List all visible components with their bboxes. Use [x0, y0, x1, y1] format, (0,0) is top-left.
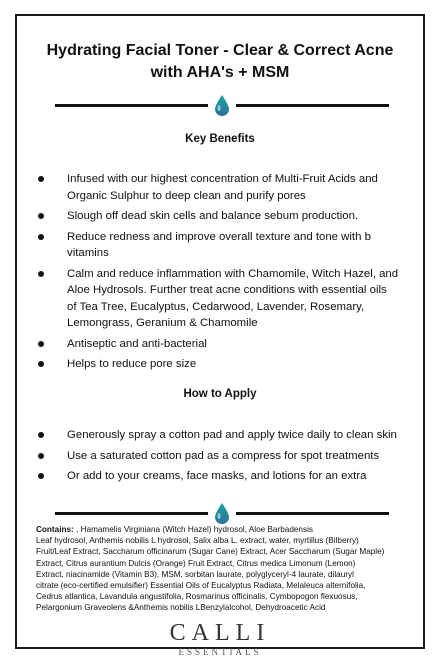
- ingredients-text: [36, 524, 416, 614]
- how-to-apply-heading: How to Apply: [183, 388, 257, 400]
- apply-step: [17, 427, 407, 444]
- ingredients-line: citrate (eco-certified emulsifier) Essential Oils of Eucalyptus Radiata, Melaleuca alternifolia,: [36, 581, 366, 591]
- brand-tagline: ESSENTIALS: [178, 647, 262, 657]
- apply-step: [17, 468, 407, 485]
- water-drop-icon: [214, 502, 230, 524]
- apply-step: [17, 448, 407, 465]
- bullet-line: vitamins: [67, 247, 109, 259]
- bullet-line: Aloe Hydrosols. Further treat acne conditions with essential oils: [67, 284, 387, 296]
- key-benefits-heading: Key Benefits: [185, 133, 255, 145]
- bullet-dot: [38, 361, 44, 367]
- benefit-item: [17, 266, 407, 332]
- ingredients-line: Extract, Citrus aurantium Dulcis (Orange) Fruit Extract, Citrus medica Limonum (Lemon): [36, 558, 356, 568]
- bullet-dot: [38, 432, 44, 438]
- benefit-item: [17, 208, 407, 225]
- bullet-line: Antiseptic and anti-bacterial: [67, 337, 207, 350]
- bullet-dot: [38, 341, 44, 347]
- bullet-line: Lemongrass, Geranium & Chamomile: [67, 317, 258, 329]
- benefit-item: [17, 336, 407, 353]
- bullet-line: Or add to your creams, face masks, and lotions for an extra: [67, 470, 367, 482]
- bullet-dot: [38, 271, 44, 277]
- bullet-line: Reduce redness and improve overall texture and tone with b: [67, 230, 371, 243]
- bullet-line: Helps to reduce pore size: [67, 358, 197, 370]
- ingredients-line: , Hamamelis Virginiana (Witch Hazel) hydrosol, Aloe Barbadensis: [76, 525, 313, 534]
- key-benefits-list: [17, 171, 407, 377]
- bullet-dot: [38, 176, 44, 182]
- ingredients-line: Fruit/Leaf Extract, Saccharum officinarum (Sugar Cane) Extract, Acer Saccharum (Sugar Maple): [36, 547, 385, 557]
- bullet-dot: [38, 213, 44, 219]
- bullet-line: Organic Sulphur to deep clean and purify pores: [67, 189, 306, 202]
- benefit-item: [17, 229, 407, 262]
- ingredients-line: Extract, niacinamide (Vitamin B3), MSM, sorbitan laurate, polyglyceryl-4 laurate, dilauryl: [36, 569, 354, 579]
- ingredients-line: Cedrus atlantica, Lavandula angustifolia, Rosmarinus officinalis, Cymbopogon flexuosus,: [36, 592, 358, 602]
- ingredients-line: Pelargonium Graveolens &Anthemis nobilis LBenzylalcohol, Dehydroacetic Acid: [36, 603, 326, 613]
- brand-logo: CALLI: [169, 620, 271, 646]
- bottom-divider: [55, 502, 389, 526]
- bullet-line: Use a saturated cotton pad as a compress for spot treatments: [67, 449, 380, 462]
- how-to-apply-list: [17, 427, 407, 489]
- product-card: [15, 14, 425, 657]
- top-divider: [55, 94, 389, 118]
- bullet-line: of Tea Tree, Eucalyptus, Cedarwood, Lavender, Rosemary,: [67, 300, 365, 313]
- bullet-line: Calm and reduce inflammation with Chamomile, Witch Hazel, and: [67, 267, 399, 280]
- bullet-dot: [38, 234, 44, 240]
- bullet-line: Slough off dead skin cells and balance sebum production.: [67, 210, 359, 222]
- ingredients-label: Contains:: [36, 525, 74, 534]
- benefit-item: [17, 356, 407, 373]
- ingredients-line: Leaf hydrosol, Anthemis nobilis L hydrosol, Salix alba L. extract, water, myrtillus (Bilberry): [36, 536, 359, 546]
- title-line-1: Hydrating Facial Toner - Clear & Correct Acne: [46, 42, 394, 59]
- title-line-2: with AHA's + MSM: [150, 64, 290, 81]
- product-title: [17, 40, 423, 84]
- bullet-line: Generously spray a cotton pad and apply twice daily to clean skin: [67, 429, 397, 441]
- bullet-dot: [38, 453, 44, 459]
- bullet-dot: [38, 473, 44, 479]
- bullet-line: Infused with our highest concentration of Multi-Fruit Acids and: [67, 173, 378, 185]
- water-drop-icon: [214, 94, 230, 116]
- benefit-item: [17, 171, 407, 204]
